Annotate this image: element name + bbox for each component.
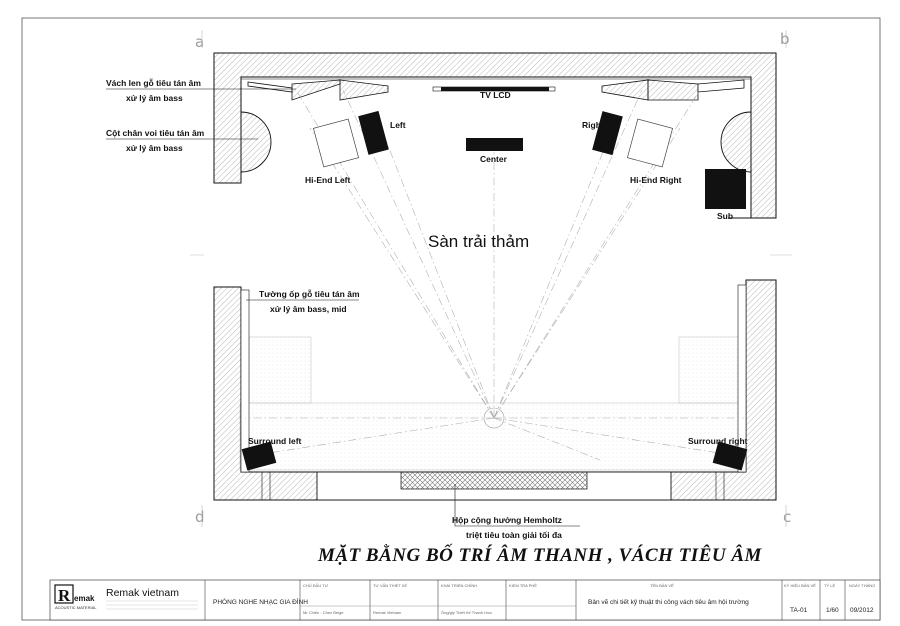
header-sheet-no: KÝ HIỆU BẢN VẼ <box>784 583 816 588</box>
sheet-title: Bản vẽ chi tiết kỹ thuật thi công vách tiêu âm hội trường <box>588 599 749 606</box>
hiend-right-label: Hi-End Right <box>630 175 682 185</box>
header-designer: KHÁI TRIỂN CHÍNH <box>441 583 478 588</box>
consultant-name: Remak Vietnam <box>373 610 402 615</box>
left-speaker <box>358 111 389 155</box>
left-column <box>241 112 271 172</box>
carpet-band <box>240 403 746 470</box>
header-scale: TỶ LỆ <box>824 583 836 588</box>
svg-text:R: R <box>58 586 71 605</box>
right-label: Right <box>582 120 604 130</box>
hiend-left-label: Hi-End Left <box>305 175 351 185</box>
hiend-left-speaker <box>313 119 358 167</box>
logo-subtitle: ACOUSTIC MATERIAL <box>55 605 97 610</box>
tv-label: TV LCD <box>480 90 511 100</box>
helmholtz-annotation-line2: triệt tiêu toàn giải tối đa <box>466 530 562 540</box>
header-date: NGÀY THÁNG <box>849 583 876 588</box>
header-owner: CHỦ ĐẦU TƯ <box>303 583 329 588</box>
helmholtz-box-core <box>401 472 587 489</box>
designer-name: Ông/giy Thiết Kế Thanh Hoa <box>441 610 492 615</box>
surround-left-label: Surround left <box>248 436 302 446</box>
right-speaker <box>592 111 623 155</box>
center-speaker <box>466 138 523 151</box>
left-panel-block <box>249 337 311 403</box>
grid-mark-a: a <box>195 33 205 51</box>
grid-mark-b: b <box>780 30 790 48</box>
right-panel-block <box>679 337 743 403</box>
header-checker: KIỂM TRA PHÊ <box>509 583 537 588</box>
side-wall-annotation-line2: xử lý âm bass, mid <box>270 304 347 314</box>
hiend-right-speaker <box>627 119 672 167</box>
side-wall-annotation-line1: Tường ốp gỗ tiêu tán âm <box>259 289 360 299</box>
subwoofer <box>705 169 746 209</box>
header-sheet-title: TÊN BẢN VẼ <box>650 583 674 588</box>
header-consultant: TƯ VẤN THIẾT KẾ <box>373 583 408 588</box>
grid-mark-d: d <box>195 508 205 526</box>
drawing-title: MẶT BẰNG BỐ TRÍ ÂM THANH , VÁCH TIÊU ÂM <box>318 545 762 566</box>
column-annotation-line1: Cột chân voi tiêu tán âm <box>106 128 205 138</box>
grid-mark-c: c <box>783 508 792 526</box>
floor-label: Sàn trải thảm <box>428 232 530 251</box>
left-label: Left <box>390 120 406 130</box>
sheet-number: TA-01 <box>790 607 808 614</box>
sub-label: Sub <box>717 211 734 221</box>
logo-text: emak <box>74 594 95 603</box>
top-wall <box>214 53 776 218</box>
project-name: PHÒNG NGHE NHẠC GIA ĐÌNH <box>213 599 308 606</box>
company-name: Remak vietnam <box>106 587 179 599</box>
wall-bass-annotation-line1: Vách len gỗ tiêu tán âm <box>106 78 201 88</box>
surround-right-label: Surround right <box>688 436 748 446</box>
sheet-date: 09/2012 <box>850 607 874 614</box>
owner-name: Mr Chiến - Chez Beige <box>303 610 344 615</box>
column-annotation-line2: xử lý âm bass <box>126 143 183 153</box>
helmholtz-annotation-line1: Hộp cộng hưởng Hemholtz <box>452 515 562 525</box>
title-block <box>50 580 880 620</box>
right-column <box>721 112 751 172</box>
sheet-scale: 1/60 <box>826 607 839 614</box>
center-label: Center <box>480 154 507 164</box>
wall-bass-annotation-line2: xử lý âm bass <box>126 93 183 103</box>
